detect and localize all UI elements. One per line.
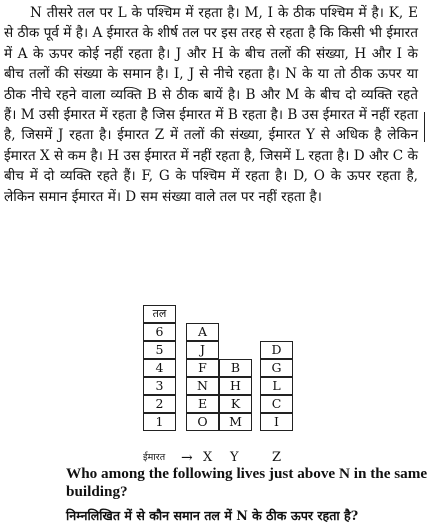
building-y-cell: H <box>219 377 252 395</box>
building-x-cell: E <box>186 395 219 413</box>
building-axis-label: ईमारत <box>143 452 166 463</box>
building-name-x: X <box>203 450 213 465</box>
building-z-cell: D <box>260 341 293 359</box>
floor-number: 6 <box>143 323 176 341</box>
building-x-cell: N <box>186 377 219 395</box>
question-english: Who among the following lives just above N in the same building? <box>66 465 428 500</box>
building-z-cell: G <box>260 359 293 377</box>
building-z-cell: L <box>260 377 293 395</box>
floor-number: 2 <box>143 395 176 413</box>
floor-number: 4 <box>143 359 176 377</box>
building-x-cell: F <box>186 359 219 377</box>
puzzle-passage: N तीसरे तल पर L के पश्चिम में रहता है। M, I के ठीक पश्चिम में है। K, E से ठीक पूर्व में है। A ईमारत के शीर्ष तल पर इस तरह से रहता है कि किसी भी ईमारत में A के ऊपर कोई नहीं रहता है। J और H के बीच तलों की संख्या, H और I के बीच तलों की संख्या के समान है। I, J से नीचे रहता है। N के या तो ठीक ऊपर या ठीक नीचे रहने वाला व्यक्ति B से ठीक बायें है। B और M के बीच दो व्यक्ति रहते हैं। M उसी ईमारत में रहता है जिस ईमारत में B रहता है। B उस ईमारत में नहीं रहता है, जिसमें J रहता है। ईमारत Z में तलों की संख्या, ईमारत Y से अधिक है लेकिन ईमारत X से कम है। H उस ईमारत में नहीं रहता है, जिसमें L रहता है। D और C के बीच में दो व्यक्ति रहते हैं। F, G के पश्चिम में रहता है। D, O के ऊपर रहता है, लेकिन समान ईमारत में। D सम संख्या वाले तल पर नहीं रहता है। <box>4 5 418 205</box>
floor-number: 5 <box>143 341 176 359</box>
floor-number: 1 <box>143 413 176 431</box>
arrow-right-icon: → <box>181 450 193 466</box>
building-x-cell: A <box>186 323 219 341</box>
building-z-cell: C <box>260 395 293 413</box>
building-name-y: Y <box>230 450 239 465</box>
building-diagram <box>143 305 341 446</box>
building-x-cell: J <box>186 341 219 359</box>
margin-line <box>424 112 425 142</box>
building-y-cell: B <box>219 359 252 377</box>
floor-header: तल <box>143 305 176 323</box>
building-z-cell: I <box>260 413 293 431</box>
building-y-cell: K <box>219 395 252 413</box>
building-y-cell: M <box>219 413 252 431</box>
floor-number: 3 <box>143 377 176 395</box>
building-name-z: Z <box>272 450 282 465</box>
building-x-cell: O <box>186 413 219 431</box>
question-hindi: निम्नलिखित में से कौन समान तल में N के ठीक ऊपर रहता है? <box>66 508 359 523</box>
